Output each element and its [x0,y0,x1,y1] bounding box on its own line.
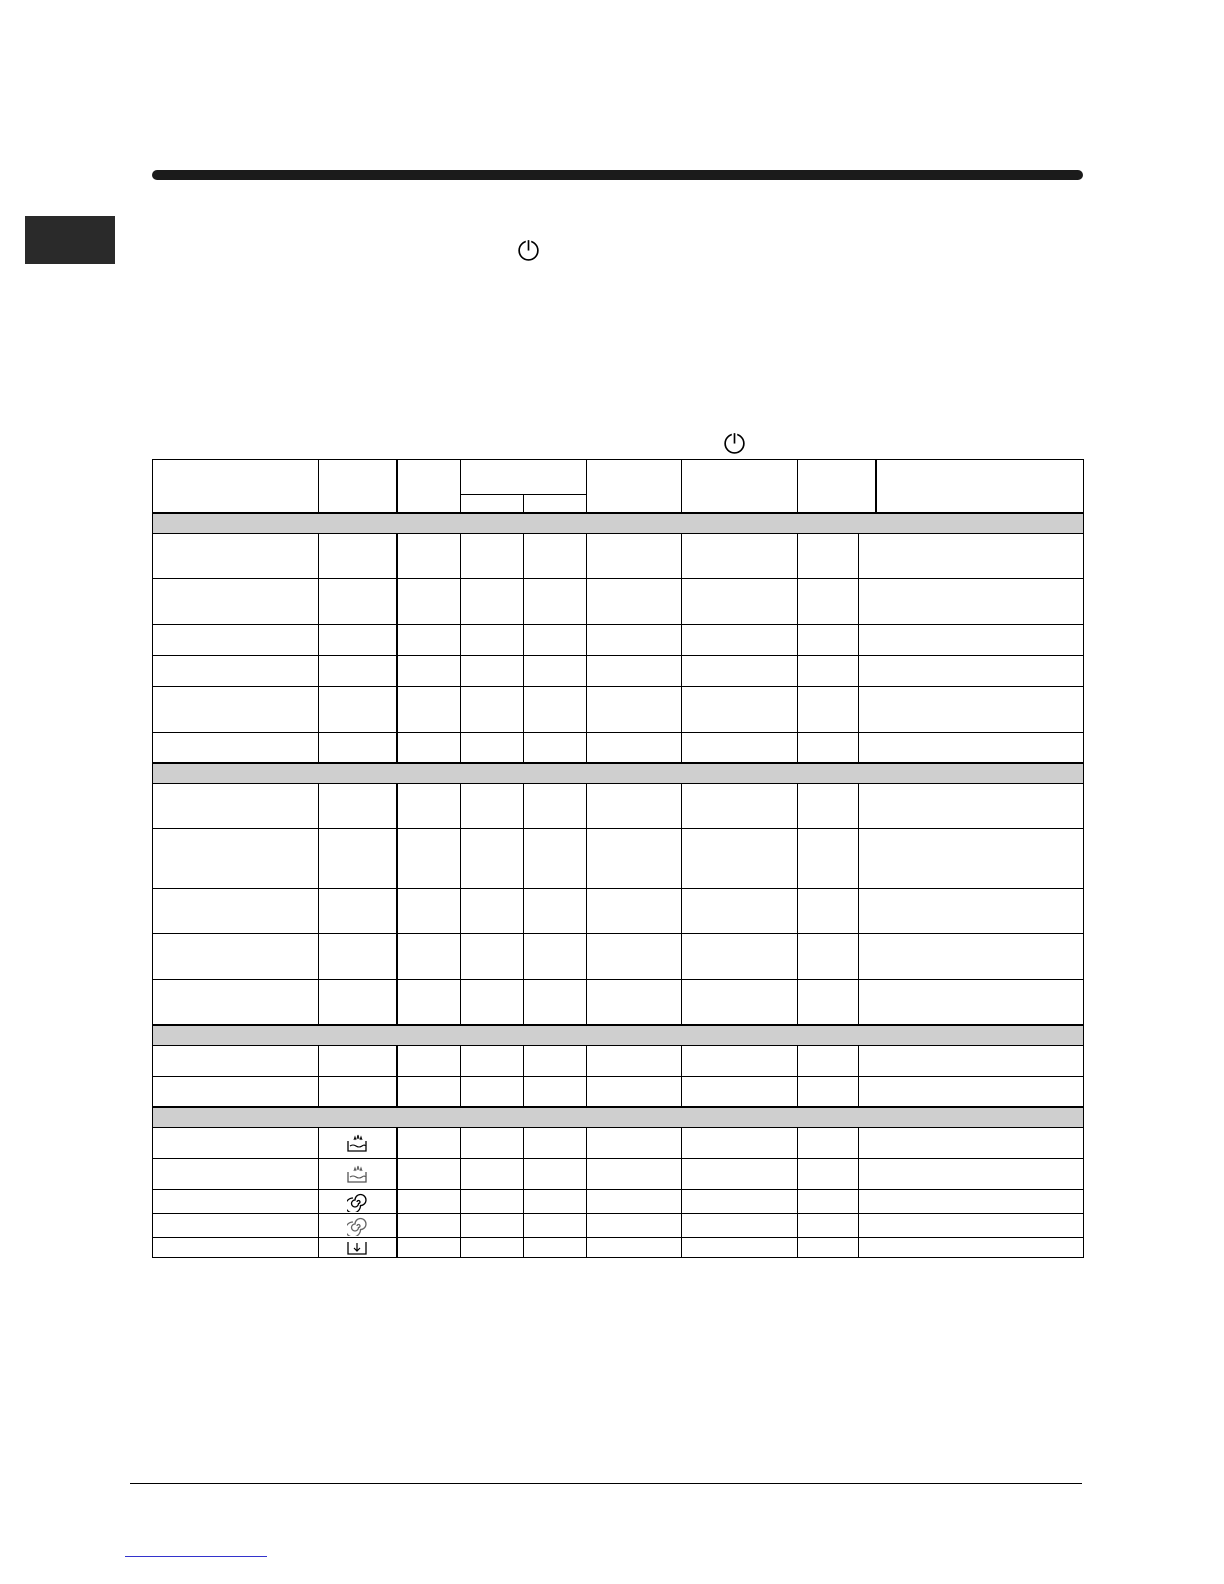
spin-icon [319,1216,396,1236]
table-row [153,1045,1084,1076]
table-row [153,1076,1084,1107]
table-row [153,533,1084,578]
language-tab-marker [25,216,115,264]
power-icon [516,237,541,262]
drain-icon [319,1240,396,1256]
programmes-table [152,459,1084,1258]
spin-icon [319,1192,396,1212]
table-row [153,889,1084,934]
header-rule [152,170,1083,180]
table-row [153,1128,1084,1159]
section-band [153,513,1084,534]
prewash-icon [319,1133,396,1153]
footer-rule [130,1483,1082,1484]
table-row [153,980,1084,1025]
table-header-row [153,460,1084,495]
table-row [153,1190,1084,1214]
table-row [153,686,1084,732]
table-row [153,934,1084,980]
table-row [153,784,1084,829]
section-band [153,1025,1084,1046]
footer-link-underline[interactable] [125,1556,267,1557]
table-row [153,1159,1084,1190]
table-row [153,829,1084,889]
table-row [153,1214,1084,1238]
table-row [153,732,1084,763]
table-row [153,1238,1084,1258]
table-row [153,578,1084,624]
prewash-icon [319,1164,396,1184]
section-band [153,763,1084,784]
power-icon [722,430,747,455]
table-row [153,624,1084,655]
table-row [153,655,1084,686]
section-band [153,1107,1084,1128]
